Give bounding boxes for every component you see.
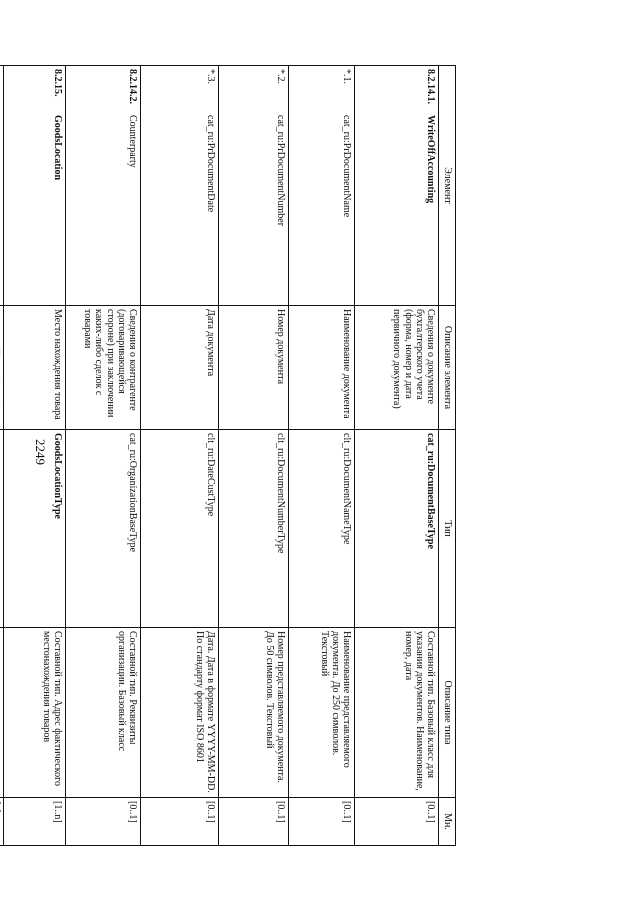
cell-desc: Сведения о контрагенте (договаривающейся стороне) при заключении каких-либо сделок с товарами: [66, 306, 141, 430]
element-name: GoodsLocation: [52, 115, 63, 181]
cell-type: GoodsLocationType: [4, 430, 66, 628]
element-name: WriteOffAccounting: [425, 115, 436, 204]
cell-mult: [0..1]: [219, 798, 289, 846]
cell-element: [66, 66, 141, 306]
table-row: [66, 66, 141, 846]
element-name: cat_ru:PrDocumentNumber: [275, 115, 286, 227]
cell-type-desc: Составной тип. Реквизиты организации. Базовый класс: [66, 628, 141, 798]
cell-desc: Место нахождения товара: [4, 306, 66, 430]
cell-type-desc: Составной тип. Базовый класс для указания документов. Наименование, номер, дата: [355, 628, 439, 798]
cell-desc: Наименование документа: [289, 306, 355, 430]
cell-desc: Сведения о документе бухгалтерского учета (форма, номер и дата первичного документа): [355, 306, 439, 430]
element-number: *.1.: [341, 69, 352, 84]
element-number: *.2.: [275, 69, 286, 84]
cell-element: [141, 66, 219, 306]
element-number: [0, 69, 1, 109]
cell-element: [219, 66, 289, 306]
cell-mult: [0..1]: [66, 798, 141, 846]
table-header: [439, 66, 456, 846]
table-row: [355, 66, 439, 846]
cell-element: [355, 66, 439, 306]
cell-desc: Дата документа: [141, 306, 219, 430]
cell-mult: [1..n]: [4, 798, 66, 846]
header-mult: Мн.: [439, 798, 456, 846]
cell-type: clt_ru:DateCustType: [141, 430, 219, 628]
cell-desc: Номер документа: [219, 306, 289, 430]
table-row: [289, 66, 355, 846]
cell-type: cat_ru:DocumentBaseType: [355, 430, 439, 628]
header-element: Элемент: [439, 66, 456, 306]
element-number: 8.2.14.1.: [425, 69, 436, 104]
header-type-desc: Описание типа: [439, 628, 456, 798]
table-row: [0, 66, 4, 846]
cell-element: [4, 66, 66, 306]
cell-type: [0, 430, 4, 628]
element-name: cat_ru:PrDocumentName: [341, 115, 352, 218]
element-name: cat_ru:PrDocumentDate: [205, 115, 216, 213]
element-number: *.3.: [205, 69, 216, 84]
table-row: [141, 66, 219, 846]
element-number: 8.2.14.2.: [127, 69, 138, 104]
header-type: Тип: [439, 430, 456, 628]
cell-type-desc: Составной тип. Адрес фактического местонахождения товаров: [4, 628, 66, 798]
page-number: 2249: [33, 439, 48, 465]
cell-mult: [0..1]: [289, 798, 355, 846]
cell-element: [289, 66, 355, 306]
cell-type: clt_ru:DocumentNameType: [289, 430, 355, 628]
element-table: [0, 65, 456, 846]
cell-type-desc: [0, 628, 4, 798]
cell-type-desc: Наименование представляемого документа. До 250 символов. Текстовый: [289, 628, 355, 798]
cell-type: clt_ru:DocumentNumberType: [219, 430, 289, 628]
element-number: 8.2.15.: [52, 69, 63, 97]
cell-element: [0, 66, 4, 306]
cell-mult: [0..1]: [141, 798, 219, 846]
cell-mult: [0..1]: [355, 798, 439, 846]
table-row: [4, 66, 66, 846]
cell-type-desc: Дата. Дата в формате YYYY-MM-DD. По стандарту формат ISO 8601: [141, 628, 219, 798]
cell-mult: [0, 798, 4, 846]
cell-type: cat_ru:OrganizationBaseType: [66, 430, 141, 628]
cell-type-desc: Номер представляемого документа. До 50 символов. Текстовый: [219, 628, 289, 798]
cell-desc: [0, 306, 4, 430]
element-name: Counterparty: [127, 115, 138, 168]
table-row: [219, 66, 289, 846]
header-element-desc: Описание элемента: [439, 306, 456, 430]
